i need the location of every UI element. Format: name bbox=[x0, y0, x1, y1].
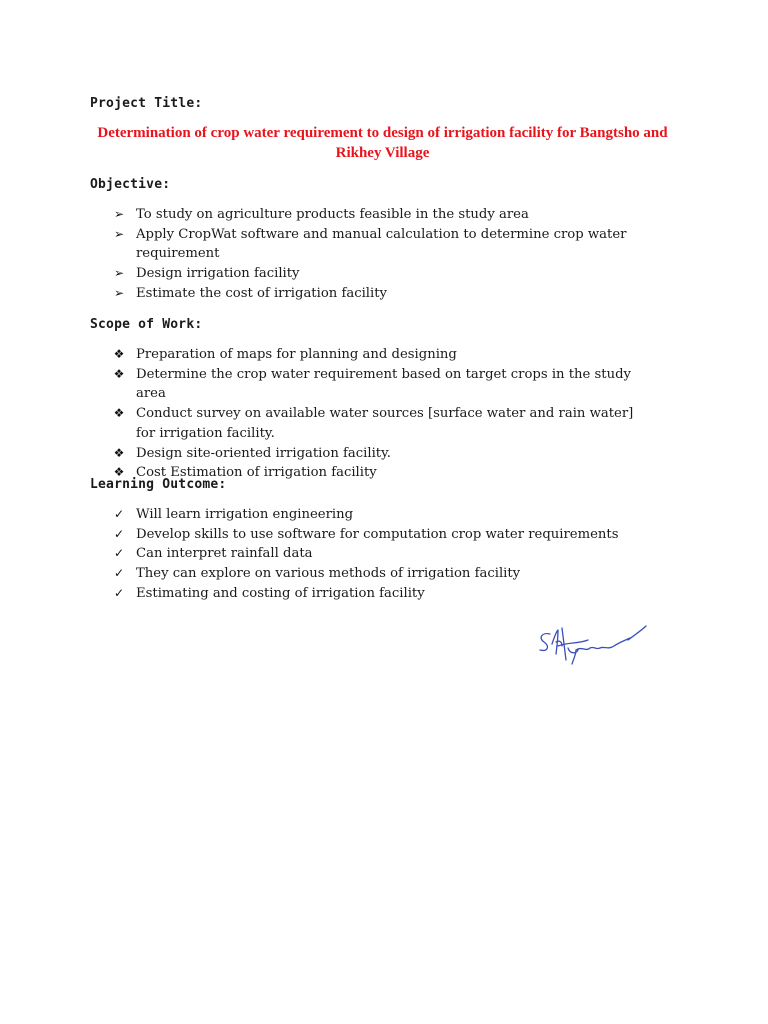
objective-item: ➢ Estimate the cost of irrigation facility bbox=[112, 284, 651, 304]
diamond-bullet-icon: ❖ bbox=[113, 465, 125, 480]
scope-item: ❖ Cost Estimation of irrigation facility bbox=[112, 463, 651, 483]
learning-item: ✓ Develop skills to use software for computation crop water requirements bbox=[112, 525, 651, 545]
learning-item: ✓ They can explore on various methods of irrigation facility bbox=[112, 564, 651, 584]
objective-item: ➢ Apply CropWat software and manual calculation to determine crop water requirement bbox=[113, 226, 627, 262]
scope-list bbox=[112, 345, 651, 483]
scope-heading: Scope of Work: bbox=[90, 317, 203, 332]
learning-item: ✓ Will learn irrigation engineering bbox=[112, 505, 651, 525]
checkmark-bullet-icon: ✓ bbox=[113, 566, 125, 581]
learning-outcome-list bbox=[112, 505, 651, 604]
objective-item: ➢ Design irrigation facility bbox=[112, 264, 651, 284]
project-title-text: Determination of crop water requirement to design of irrigation facility for Bangtsho and Rikhey Village bbox=[97, 125, 668, 161]
objective-list bbox=[112, 205, 651, 304]
diamond-bullet-icon: ❖ bbox=[113, 347, 125, 361]
scope-item: ❖ Determine the crop water requirement based on target crops in the study area bbox=[113, 366, 631, 402]
diamond-bullet-icon: ❖ bbox=[113, 366, 125, 381]
checkmark-bullet-icon: ✓ bbox=[113, 507, 125, 521]
diamond-bullet-icon: ❖ bbox=[113, 406, 125, 421]
checkmark-bullet-icon: ✓ bbox=[113, 546, 125, 561]
objective-heading: Objective: bbox=[90, 177, 171, 192]
arrow-bullet-icon: ➢ bbox=[113, 266, 125, 281]
scope-item: ❖ Design site-oriented irrigation facility. bbox=[112, 444, 651, 464]
learning-outcome-heading: Learning Outcome: bbox=[90, 477, 227, 492]
project-title-heading: Project Title: bbox=[90, 96, 203, 111]
arrow-bullet-icon: ➢ bbox=[113, 207, 125, 221]
handwritten-signature bbox=[532, 620, 652, 672]
arrow-bullet-icon: ➢ bbox=[113, 226, 125, 241]
objective-item: ➢ To study on agriculture products feasible in the study area bbox=[112, 205, 651, 225]
scope-item: ❖ Conduct survey on available water sources [surface water and rain water] for irrigation facility. bbox=[113, 406, 634, 441]
checkmark-bullet-icon: ✓ bbox=[113, 526, 125, 541]
diamond-bullet-icon: ❖ bbox=[113, 445, 125, 460]
learning-item: ✓ Can interpret rainfall data bbox=[112, 544, 651, 564]
scope-item: ❖ Preparation of maps for planning and designing bbox=[112, 345, 651, 365]
arrow-bullet-icon: ➢ bbox=[113, 285, 125, 300]
checkmark-bullet-icon: ✓ bbox=[113, 585, 125, 600]
learning-item: ✓ Estimating and costing of irrigation facility bbox=[112, 584, 651, 604]
